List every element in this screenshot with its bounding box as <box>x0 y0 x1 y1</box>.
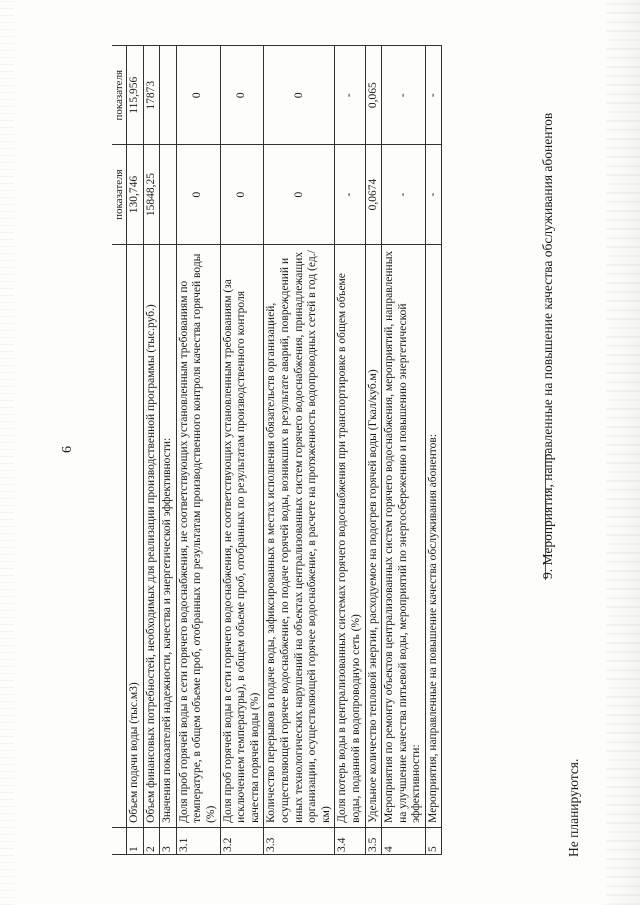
row-value-1: 0 <box>264 145 335 244</box>
table-row <box>382 46 426 855</box>
row-value-2: 0 <box>264 46 335 145</box>
table-row <box>365 46 382 855</box>
row-value-2: 0 <box>220 46 264 145</box>
row-value-2: 17873 <box>143 46 160 145</box>
table-row <box>127 46 144 855</box>
section-9-title: 9. Мероприятия, направленные на повышение качества обслуживания абонентов <box>540 112 555 579</box>
table-row <box>335 46 365 855</box>
row-value-1: 0,0674 <box>365 145 382 244</box>
header-num-cell <box>112 827 127 854</box>
table-header-row <box>112 46 127 855</box>
row-number: 1 <box>127 827 144 854</box>
row-name: Мероприятия, направленные на повышение качества обслуживания абонентов: <box>425 244 442 827</box>
row-name: Удельное количество тепловой энергии, расходуемое на подогрев горячей воды (Гкал/куб.м) <box>365 244 382 827</box>
table-row <box>160 46 177 855</box>
row-name: Объем финансовых потребностей, необходимых для реализации производственной программы (тыс.руб.) <box>143 244 160 827</box>
table-row <box>143 46 160 855</box>
row-value-2: - <box>335 46 365 145</box>
row-value-1: 130,746 <box>127 145 144 244</box>
row-name: Объем подачи воды (тыс.м3) <box>127 244 144 827</box>
row-number: 3.3 <box>264 827 335 854</box>
row-value-1 <box>160 145 177 244</box>
row-number: 2 <box>143 827 160 854</box>
row-value-2: 0 <box>176 46 220 145</box>
row-value-2: 115,956 <box>127 46 144 145</box>
row-value-1: - <box>382 145 426 244</box>
header-v1-cell: показателя <box>112 145 127 244</box>
table-row <box>425 46 442 855</box>
row-number: 3.4 <box>335 827 365 854</box>
row-value-1: 0 <box>176 145 220 244</box>
row-name: Доля проб горячей воды в сети горячего водоснабжения, не соответствующих установленным требованиям по температуре, в общем объеме проб, отобранных по результатам производственного контроля качества горячей воды (%) <box>176 244 220 827</box>
row-number: 5 <box>425 827 442 854</box>
row-name: Количество перерывов в подаче воды, зафиксированных в местах исполнения обязательств организацией, осуществляющей горячее водоснабжение, по подаче горячей воды, возникших в результате аварий, повреждений и иных технологических нарушений на объектах централизованных систем горячего водоснабжения, принадлежащих организации, осуществляющей горячее водоснабжение, в расчете на протяженность водопроводных сетей в год (ед./км) <box>264 244 335 827</box>
row-number: 3 <box>160 827 177 854</box>
header-v2-cell: показателя <box>112 46 127 145</box>
row-value-2: - <box>425 46 442 145</box>
row-value-2 <box>160 46 177 145</box>
page-number: 6 <box>60 446 75 453</box>
indicators-table <box>112 45 442 855</box>
row-number: 4 <box>382 827 426 854</box>
row-number: 3.2 <box>220 827 264 854</box>
table-row <box>264 46 335 855</box>
row-name: Доля потерь воды в централизованных системах горячего водоснабжения при транспортировке в общем объеме воды, поданной в водопроводную сеть (%) <box>335 244 365 827</box>
table-row <box>220 46 264 855</box>
row-number: 3.1 <box>176 827 220 854</box>
table-row <box>176 46 220 855</box>
header-name-cell <box>112 244 127 827</box>
row-value-1: 0 <box>220 145 264 244</box>
row-name: Значения показателей надежности, качества и энергетической эффективности: <box>160 244 177 827</box>
row-value-2: 0,065 <box>365 46 382 145</box>
row-name: Мероприятия по ремонту объектов централизованных систем горячего водоснабжения, мероприятий, направленных на улучшение качества питьевой воды, мероприятий по энергосбережению и повышению энергетической эффективности: <box>382 244 426 827</box>
row-number: 3.5 <box>365 827 382 854</box>
section-9-body: Не планируются. <box>566 758 581 857</box>
row-value-1: 15848,25 <box>143 145 160 244</box>
row-name: Доля проб горячей воды в сети горячего водоснабжения, не соответствующих установленным требованиям (за исключением температуры), в общем объеме проб, отобранных по результатам производственного контроля качества горячей воды (%) <box>220 244 264 827</box>
row-value-1: - <box>335 145 365 244</box>
row-value-2: - <box>382 46 426 145</box>
row-value-1: - <box>425 145 442 244</box>
